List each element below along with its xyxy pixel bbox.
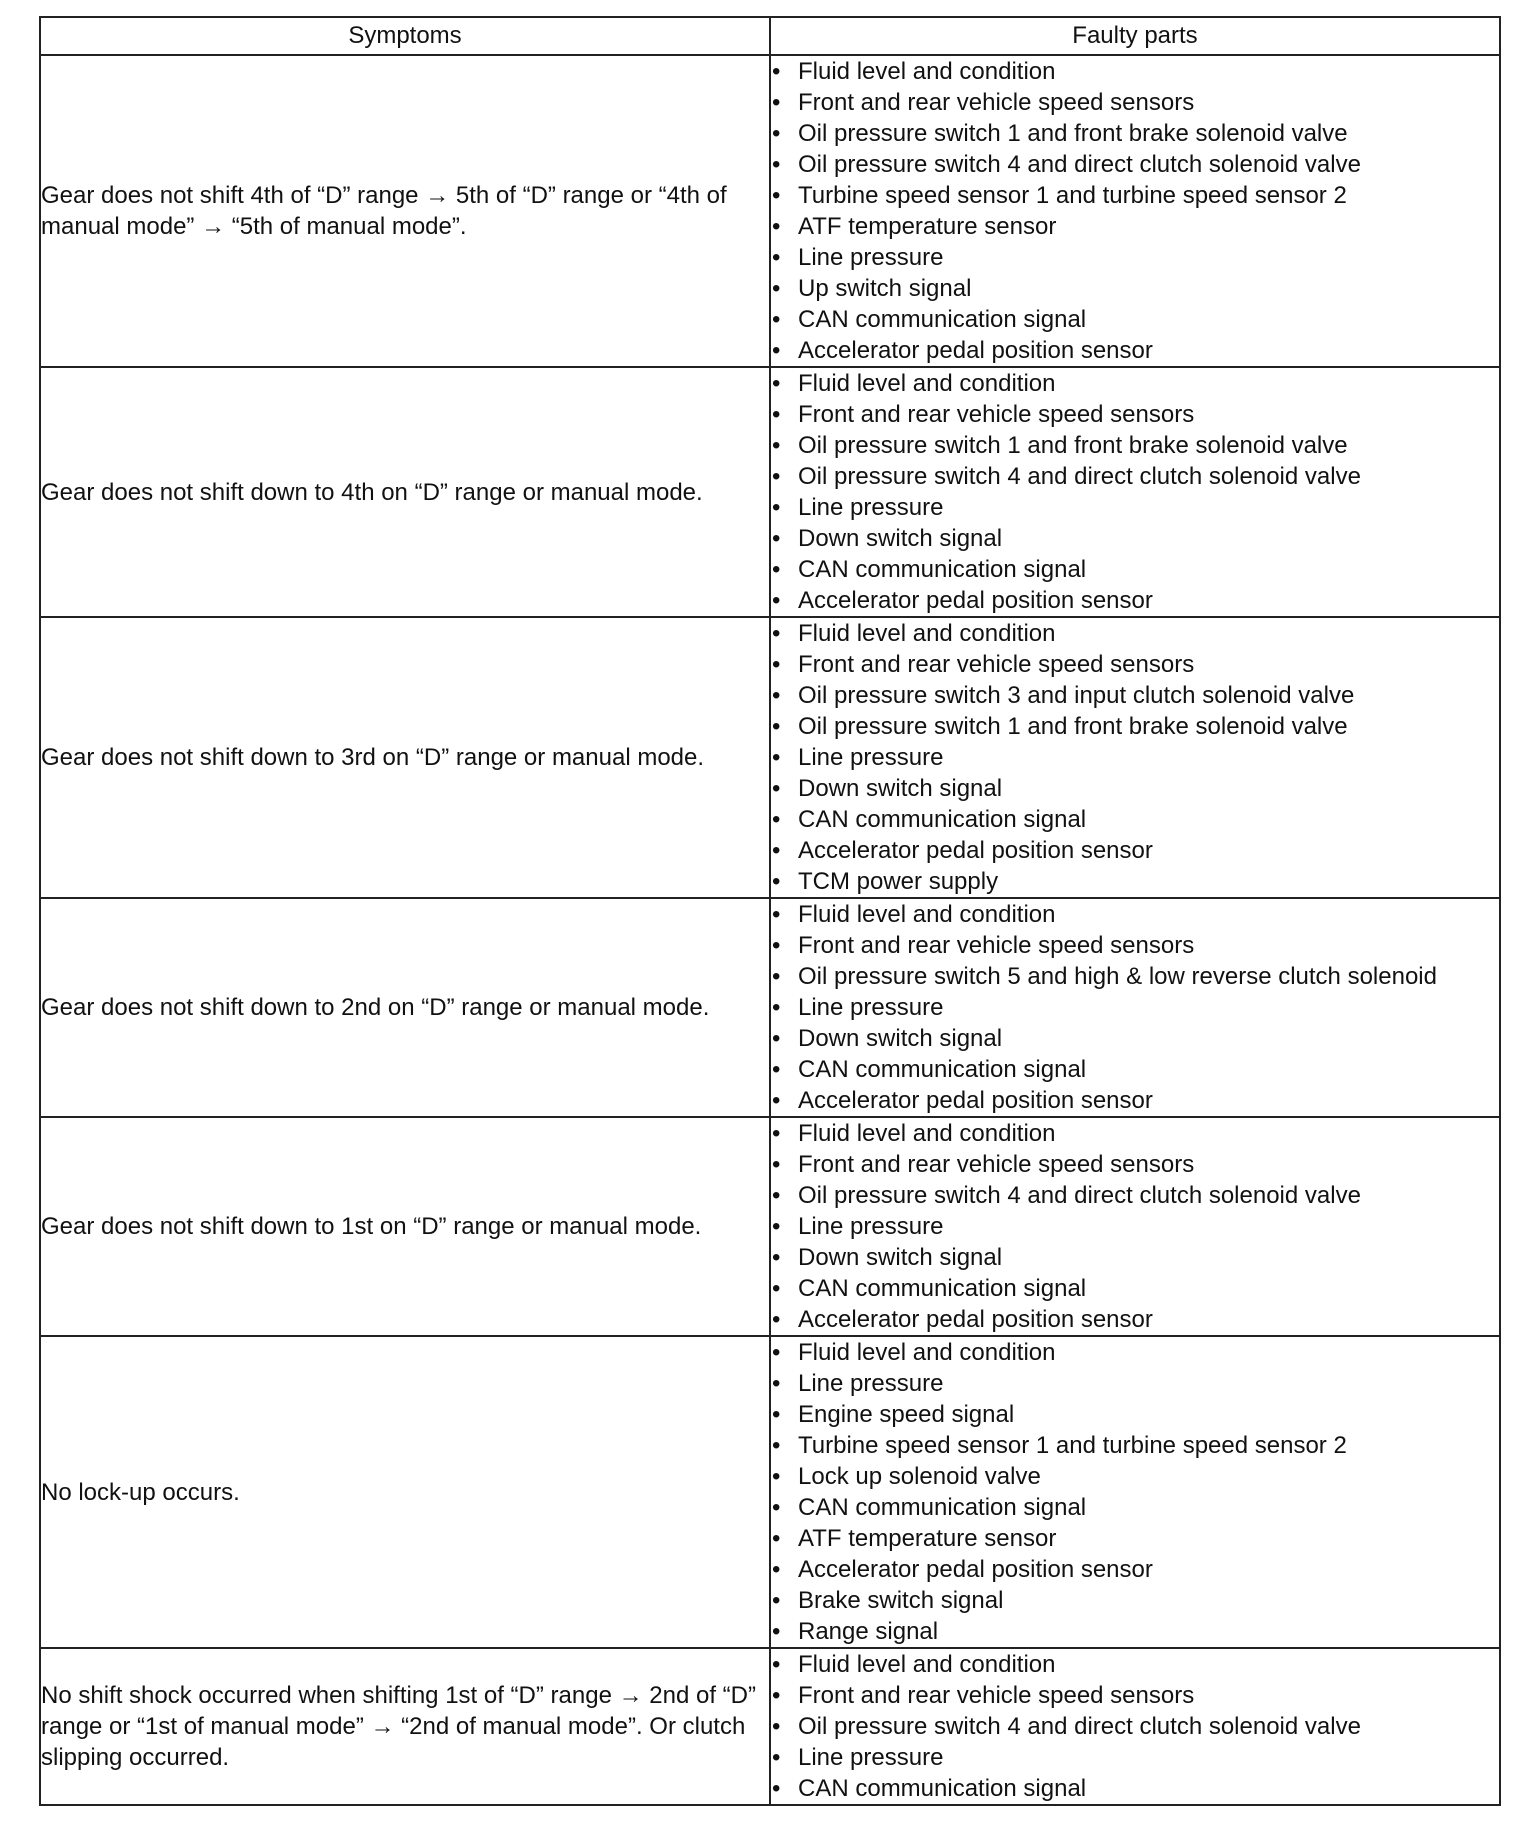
faulty-part-item: • Front and rear vehicle speed sensors	[771, 930, 1499, 961]
faulty-part-item: • Oil pressure switch 4 and direct clutch solenoid valve	[771, 149, 1499, 180]
faulty-part-item: • Down switch signal	[771, 773, 1499, 804]
faulty-parts-list	[771, 899, 1499, 1116]
faulty-part-item: • CAN communication signal	[771, 1054, 1499, 1085]
faulty-part-item: • Line pressure	[771, 1368, 1499, 1399]
faulty-part-item: • Front and rear vehicle speed sensors	[771, 1149, 1499, 1180]
faulty-part-item: • ATF temperature sensor	[771, 211, 1499, 242]
faulty-part-item: • CAN communication signal	[771, 1273, 1499, 1304]
faulty-part-item: • Brake switch signal	[771, 1585, 1499, 1616]
symptoms-column-header: Symptoms	[40, 17, 770, 55]
faulty-part-item: • Line pressure	[771, 992, 1499, 1023]
faulty-parts-list	[771, 1337, 1499, 1647]
faulty-part-item: • Lock up solenoid valve	[771, 1461, 1499, 1492]
symptom-cell: No lock-up occurs.	[40, 1336, 770, 1648]
faulty-part-item: • Line pressure	[771, 1742, 1499, 1773]
faulty-part-item: • Oil pressure switch 4 and direct clutch solenoid valve	[771, 1180, 1499, 1211]
faulty-parts-list	[771, 56, 1499, 366]
faulty-part-item: • Line pressure	[771, 742, 1499, 773]
faulty-parts-cell	[770, 1648, 1500, 1805]
faulty-part-item: • Fluid level and condition	[771, 368, 1499, 399]
faulty-parts-cell	[770, 1336, 1500, 1648]
table-header-row	[40, 17, 1500, 55]
faulty-part-item: • CAN communication signal	[771, 1492, 1499, 1523]
faulty-part-item: • Front and rear vehicle speed sensors	[771, 87, 1499, 118]
faulty-part-item: • Accelerator pedal position sensor	[771, 585, 1499, 616]
faulty-part-item: • Fluid level and condition	[771, 56, 1499, 87]
faulty-part-item: • Accelerator pedal position sensor	[771, 1085, 1499, 1116]
faulty-part-item: • Fluid level and condition	[771, 618, 1499, 649]
faulty-part-item: • Oil pressure switch 1 and front brake solenoid valve	[771, 118, 1499, 149]
symptom-cell: Gear does not shift down to 1st on “D” range or manual mode.	[40, 1117, 770, 1336]
faulty-part-item: • Down switch signal	[771, 523, 1499, 554]
faulty-part-item: • Turbine speed sensor 1 and turbine speed sensor 2	[771, 180, 1499, 211]
faulty-part-item: • Fluid level and condition	[771, 1118, 1499, 1149]
document-page	[39, 16, 1499, 1806]
faulty-parts-column-header: Faulty parts	[770, 17, 1500, 55]
faulty-part-item: • CAN communication signal	[771, 304, 1499, 335]
table-row	[40, 1648, 1500, 1805]
faulty-part-item: • Oil pressure switch 4 and direct clutch solenoid valve	[771, 461, 1499, 492]
faulty-part-item: • Range signal	[771, 1616, 1499, 1647]
faulty-part-item: • Oil pressure switch 1 and front brake solenoid valve	[771, 430, 1499, 461]
symptoms-faulty-parts-table	[39, 16, 1501, 1806]
faulty-part-item: • Accelerator pedal position sensor	[771, 1554, 1499, 1585]
faulty-part-item: • Oil pressure switch 5 and high & low reverse clutch solenoid	[771, 961, 1499, 992]
faulty-parts-cell	[770, 617, 1500, 898]
table-row	[40, 55, 1500, 367]
faulty-part-item: • Down switch signal	[771, 1023, 1499, 1054]
table-row	[40, 1336, 1500, 1648]
faulty-part-item: • Turbine speed sensor 1 and turbine speed sensor 2	[771, 1430, 1499, 1461]
faulty-part-item: • Down switch signal	[771, 1242, 1499, 1273]
faulty-part-item: • CAN communication signal	[771, 804, 1499, 835]
symptom-cell: Gear does not shift down to 3rd on “D” range or manual mode.	[40, 617, 770, 898]
faulty-part-item: • Oil pressure switch 1 and front brake solenoid valve	[771, 711, 1499, 742]
faulty-parts-list	[771, 368, 1499, 616]
table-row	[40, 617, 1500, 898]
faulty-parts-cell	[770, 1117, 1500, 1336]
table-row	[40, 1117, 1500, 1336]
faulty-part-item: • Oil pressure switch 3 and input clutch solenoid valve	[771, 680, 1499, 711]
faulty-part-item: • Line pressure	[771, 1211, 1499, 1242]
faulty-parts-cell	[770, 55, 1500, 367]
faulty-part-item: • Line pressure	[771, 492, 1499, 523]
faulty-part-item: • Engine speed signal	[771, 1399, 1499, 1430]
faulty-part-item: • Front and rear vehicle speed sensors	[771, 1680, 1499, 1711]
symptom-cell: Gear does not shift 4th of “D” range → 5th of “D” range or “4th of manual mode” → “5th of manual mode”.	[40, 55, 770, 367]
faulty-parts-cell	[770, 367, 1500, 617]
faulty-parts-list	[771, 618, 1499, 897]
faulty-part-item: • Fluid level and condition	[771, 1649, 1499, 1680]
faulty-parts-list	[771, 1118, 1499, 1335]
table-row	[40, 898, 1500, 1117]
faulty-part-item: • CAN communication signal	[771, 1773, 1499, 1804]
symptom-cell: Gear does not shift down to 2nd on “D” range or manual mode.	[40, 898, 770, 1117]
table-body	[40, 55, 1500, 1805]
faulty-part-item: • Line pressure	[771, 242, 1499, 273]
faulty-part-item: • Oil pressure switch 4 and direct clutch solenoid valve	[771, 1711, 1499, 1742]
faulty-part-item: • TCM power supply	[771, 866, 1499, 897]
faulty-part-item: • Up switch signal	[771, 273, 1499, 304]
symptom-cell: No shift shock occurred when shifting 1st of “D” range → 2nd of “D” range or “1st of manual mode” → “2nd of manual mode”. Or clutch slipping occurred.	[40, 1648, 770, 1805]
faulty-part-item: • CAN communication signal	[771, 554, 1499, 585]
symptom-cell: Gear does not shift down to 4th on “D” range or manual mode.	[40, 367, 770, 617]
faulty-parts-cell	[770, 898, 1500, 1117]
faulty-part-item: • Front and rear vehicle speed sensors	[771, 649, 1499, 680]
faulty-part-item: • ATF temperature sensor	[771, 1523, 1499, 1554]
faulty-part-item: • Accelerator pedal position sensor	[771, 1304, 1499, 1335]
faulty-part-item: • Front and rear vehicle speed sensors	[771, 399, 1499, 430]
table-row	[40, 367, 1500, 617]
faulty-parts-list	[771, 1649, 1499, 1804]
faulty-part-item: • Accelerator pedal position sensor	[771, 835, 1499, 866]
faulty-part-item: • Accelerator pedal position sensor	[771, 335, 1499, 366]
faulty-part-item: • Fluid level and condition	[771, 1337, 1499, 1368]
faulty-part-item: • Fluid level and condition	[771, 899, 1499, 930]
